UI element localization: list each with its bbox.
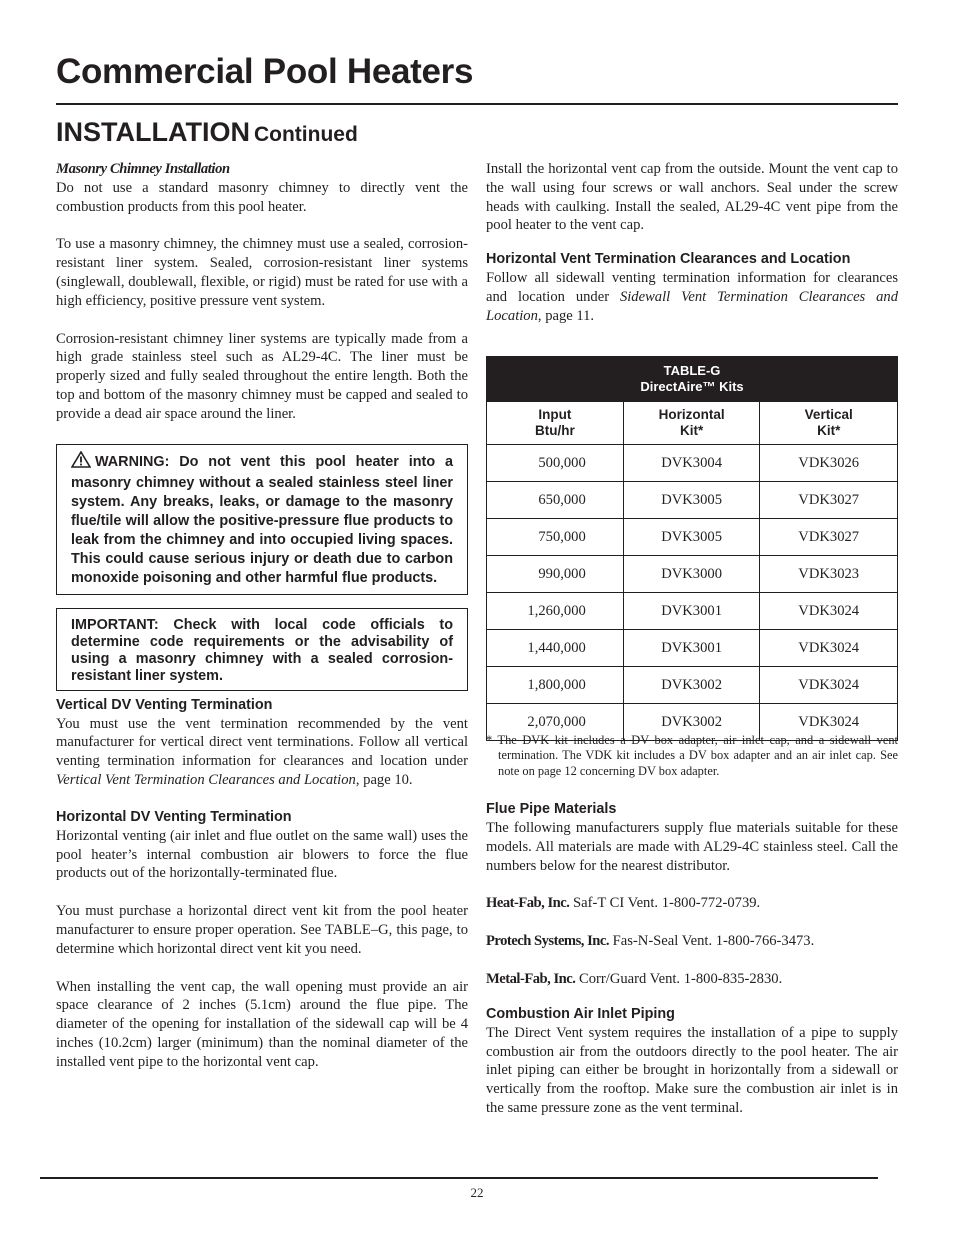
- table-cell: VDK3024: [760, 667, 898, 704]
- table-g: [486, 356, 898, 741]
- table-cell: 1,260,000: [487, 593, 624, 630]
- masonry-paragraph-3: Corrosion-resistant chimney liner systems are typically made from a high grade stainless steel such as AL29-4C. The liner must be properly sized and fully sealed throughout the entire length. Both the top and bottom of the masonry chimney must be capped and sealed to provide a dead air space around the liner.: [56, 330, 468, 422]
- combustion-air-heading: Combustion Air Inlet Piping: [486, 1005, 675, 1022]
- vertical-dv-text: You must use the vent termination recommended by the vent manufacturer for vertical direct vent terminations. Follow all vertical venting termination information for clearances and location under: [56, 715, 468, 770]
- horizontal-dv-paragraph-1: Horizontal venting (air inlet and flue outlet on the same wall) uses the pool heater’s internal combustion air blowers to force the flue products out of the horizontally-terminated flue.: [56, 827, 468, 882]
- horizontal-dv-heading: Horizontal DV Venting Termination: [56, 808, 292, 825]
- table-cell: 650,000: [487, 482, 624, 519]
- header-line: Btu/hr: [535, 423, 575, 438]
- table-cell: VDK3026: [760, 445, 898, 482]
- table-header-row: [487, 402, 898, 445]
- table-row: [487, 556, 898, 593]
- table-row: [487, 482, 898, 519]
- table-cell: VDK3024: [760, 593, 898, 630]
- table-row: [487, 630, 898, 667]
- page-title: Commercial Pool Heaters: [56, 52, 474, 91]
- masonry-heading: Masonry Chimney Installation: [56, 161, 230, 177]
- table-cell: DVK3002: [623, 667, 760, 704]
- column-header-vertical: [760, 402, 898, 445]
- title-divider: [56, 103, 898, 105]
- section-suffix: Continued: [253, 123, 358, 146]
- vendor-name: Protech Systems, Inc.: [486, 933, 609, 950]
- warning-box: [56, 444, 468, 595]
- masonry-paragraph-1: Do not use a standard masonry chimney to directly vent the combustion products from this pool heater.: [56, 179, 468, 215]
- table-cell: VDK3027: [760, 519, 898, 556]
- table-cell: VDK3023: [760, 556, 898, 593]
- vendor-detail: Corr/Guard Vent. 1-800-835-2830.: [575, 971, 783, 988]
- table-row: [487, 445, 898, 482]
- clearance-page-ref: , page 11.: [537, 307, 595, 324]
- horizontal-dv-paragraph-2: You must purchase a horizontal direct vent kit from the pool heater manufacturer to ensure proper operation. See TABLE–G, this page, to determine which horizontal direct vent kit you need.: [56, 903, 468, 957]
- table-cell: DVK3001: [623, 593, 760, 630]
- table-cell: 1,440,000: [487, 630, 624, 667]
- table-cell: 990,000: [487, 556, 624, 593]
- table-row: [487, 593, 898, 630]
- vendor-detail: Saf-T CI Vent. 1-800-772-0739.: [569, 895, 761, 912]
- vendor-heat-fab: [486, 894, 898, 913]
- column-header-horizontal: [623, 402, 760, 445]
- vendor-name: Metal-Fab, Inc.: [486, 971, 576, 988]
- table-subtitle: DirectAire™ Kits: [640, 379, 744, 394]
- flue-pipe-heading: Flue Pipe Materials: [486, 801, 617, 818]
- table-cell: DVK3005: [623, 519, 760, 556]
- vent-cap-paragraph: Install the horizontal vent cap from the outside. Mount the vent cap to the wall using four screws or wall anchors. Seal under the screw heads with caulking. Install the sealed, AL29-4C vent pipe from the pool heater to the vent cap.: [486, 161, 898, 234]
- vendor-protech: [486, 932, 898, 951]
- header-line: Vertical: [804, 407, 853, 422]
- warning-triangle-icon: [71, 451, 91, 474]
- table-row: [487, 704, 898, 741]
- table-footnote: * The DVK kit includes a DV box adapter, air inlet cap, and a sidewall vent termination. The VDK kit includes a DV box adapter and an air inlet cap. See note on page 12 concerning DV box adapter.: [486, 732, 898, 778]
- section-title: [56, 114, 358, 153]
- page-number: 22: [470, 1185, 484, 1200]
- table-cell: DVK3005: [623, 482, 760, 519]
- left-column: [56, 160, 468, 1072]
- header-line: Input: [538, 407, 572, 422]
- combustion-air-paragraph: The Direct Vent system requires the installation of a pipe to supply combustion air from the outdoors directly to the pool heater. The air inlet piping can either be brought in horizontally from a sidewall or vertically from the rooftop. Make sure the combustion air inlet is in the same pressure zone as the vent terminal.: [486, 1024, 898, 1117]
- vendor-name: Heat-Fab, Inc.: [486, 895, 570, 912]
- flue-pipe-paragraph: The following manufacturers supply flue materials suitable for these models. All materials are made with AL29-4C stainless steel. Call the numbers below for the nearest distributor.: [486, 820, 898, 874]
- header-line: Horizontal: [658, 407, 725, 422]
- header-line: Kit*: [679, 423, 704, 438]
- warning-text: : Do not vent this pool heater into a masonry chimney without a sealed stainless steel liner system. Any breaks, leaks, or damage to the masonry flue/tile will allow the positive-pressure flue products to leak from the chimney and into occupied living spaces. This could cause serious injury or death due to carbon monoxide poisoning and other harmful flue products.: [71, 453, 453, 586]
- vendor-metal-fab: [486, 970, 898, 989]
- column-header-input: [487, 402, 624, 445]
- table-cell: 1,800,000: [487, 667, 624, 704]
- table-caption: [487, 357, 898, 402]
- table-cell: DVK3001: [623, 630, 760, 667]
- clearance-heading: Horizontal Vent Termination Clearances and Location: [486, 251, 851, 268]
- vertical-dv-paragraph: [56, 715, 468, 790]
- table-row: [487, 667, 898, 704]
- table-row: [487, 519, 898, 556]
- clearance-text: Follow all sidewall venting termination information for clearances and location under: [486, 270, 898, 305]
- table-cell: DVK3002: [623, 704, 760, 741]
- footer-divider: [40, 1177, 878, 1179]
- header-line: Kit*: [817, 423, 841, 438]
- vertical-dv-page-ref: , page 10.: [355, 771, 413, 788]
- clearance-reference: Sidewall Vent Termination Clearances and Location: [486, 288, 898, 324]
- masonry-paragraph-2: To use a masonry chimney, the chimney must use a sealed, corrosion-resistant liner system. Sealed, corrosion-resistant liner systems (singlewall, doublewall, flexible, or rigid) must be rated for use with a high efficiency, positive pressure vent system.: [56, 236, 468, 309]
- table-cell: DVK3000: [623, 556, 760, 593]
- vendor-detail: Fas-N-Seal Vent. 1-800-766-3473.: [609, 933, 815, 950]
- vertical-dv-reference: Vertical Vent Termination Clearances and Location: [56, 771, 356, 788]
- vertical-dv-heading: Vertical DV Venting Termination: [56, 696, 273, 713]
- horizontal-dv-paragraph-3: When installing the vent cap, the wall opening must provide an air space clearance of 2 inches (5.1cm) around the flue pipe. The diameter of the opening for installation of the sidewall cap will be 4 inches (10.2cm) larger (minimum) than the nominal diameter of the installed vent pipe to the horizontal vent cap.: [56, 978, 468, 1070]
- warning-label: WARNING: [95, 453, 165, 470]
- table-cell: VDK3024: [760, 630, 898, 667]
- table-cell: 500,000: [487, 445, 624, 482]
- table-cell: VDK3027: [760, 482, 898, 519]
- table-cell: DVK3004: [623, 445, 760, 482]
- table-cell: 750,000: [487, 519, 624, 556]
- important-text: IMPORTANT: Check with local code officials to determine code requirements or the advisability of using a masonry chimney with a sealed corrosion-resistant liner system.: [71, 616, 453, 684]
- table-title: TABLE-G: [663, 363, 721, 378]
- clearance-paragraph: [486, 269, 898, 325]
- table-cell: 2,070,000: [487, 704, 624, 741]
- table-cell: VDK3024: [760, 704, 898, 741]
- section-name: INSTALLATION: [56, 117, 250, 147]
- important-box: [56, 608, 468, 691]
